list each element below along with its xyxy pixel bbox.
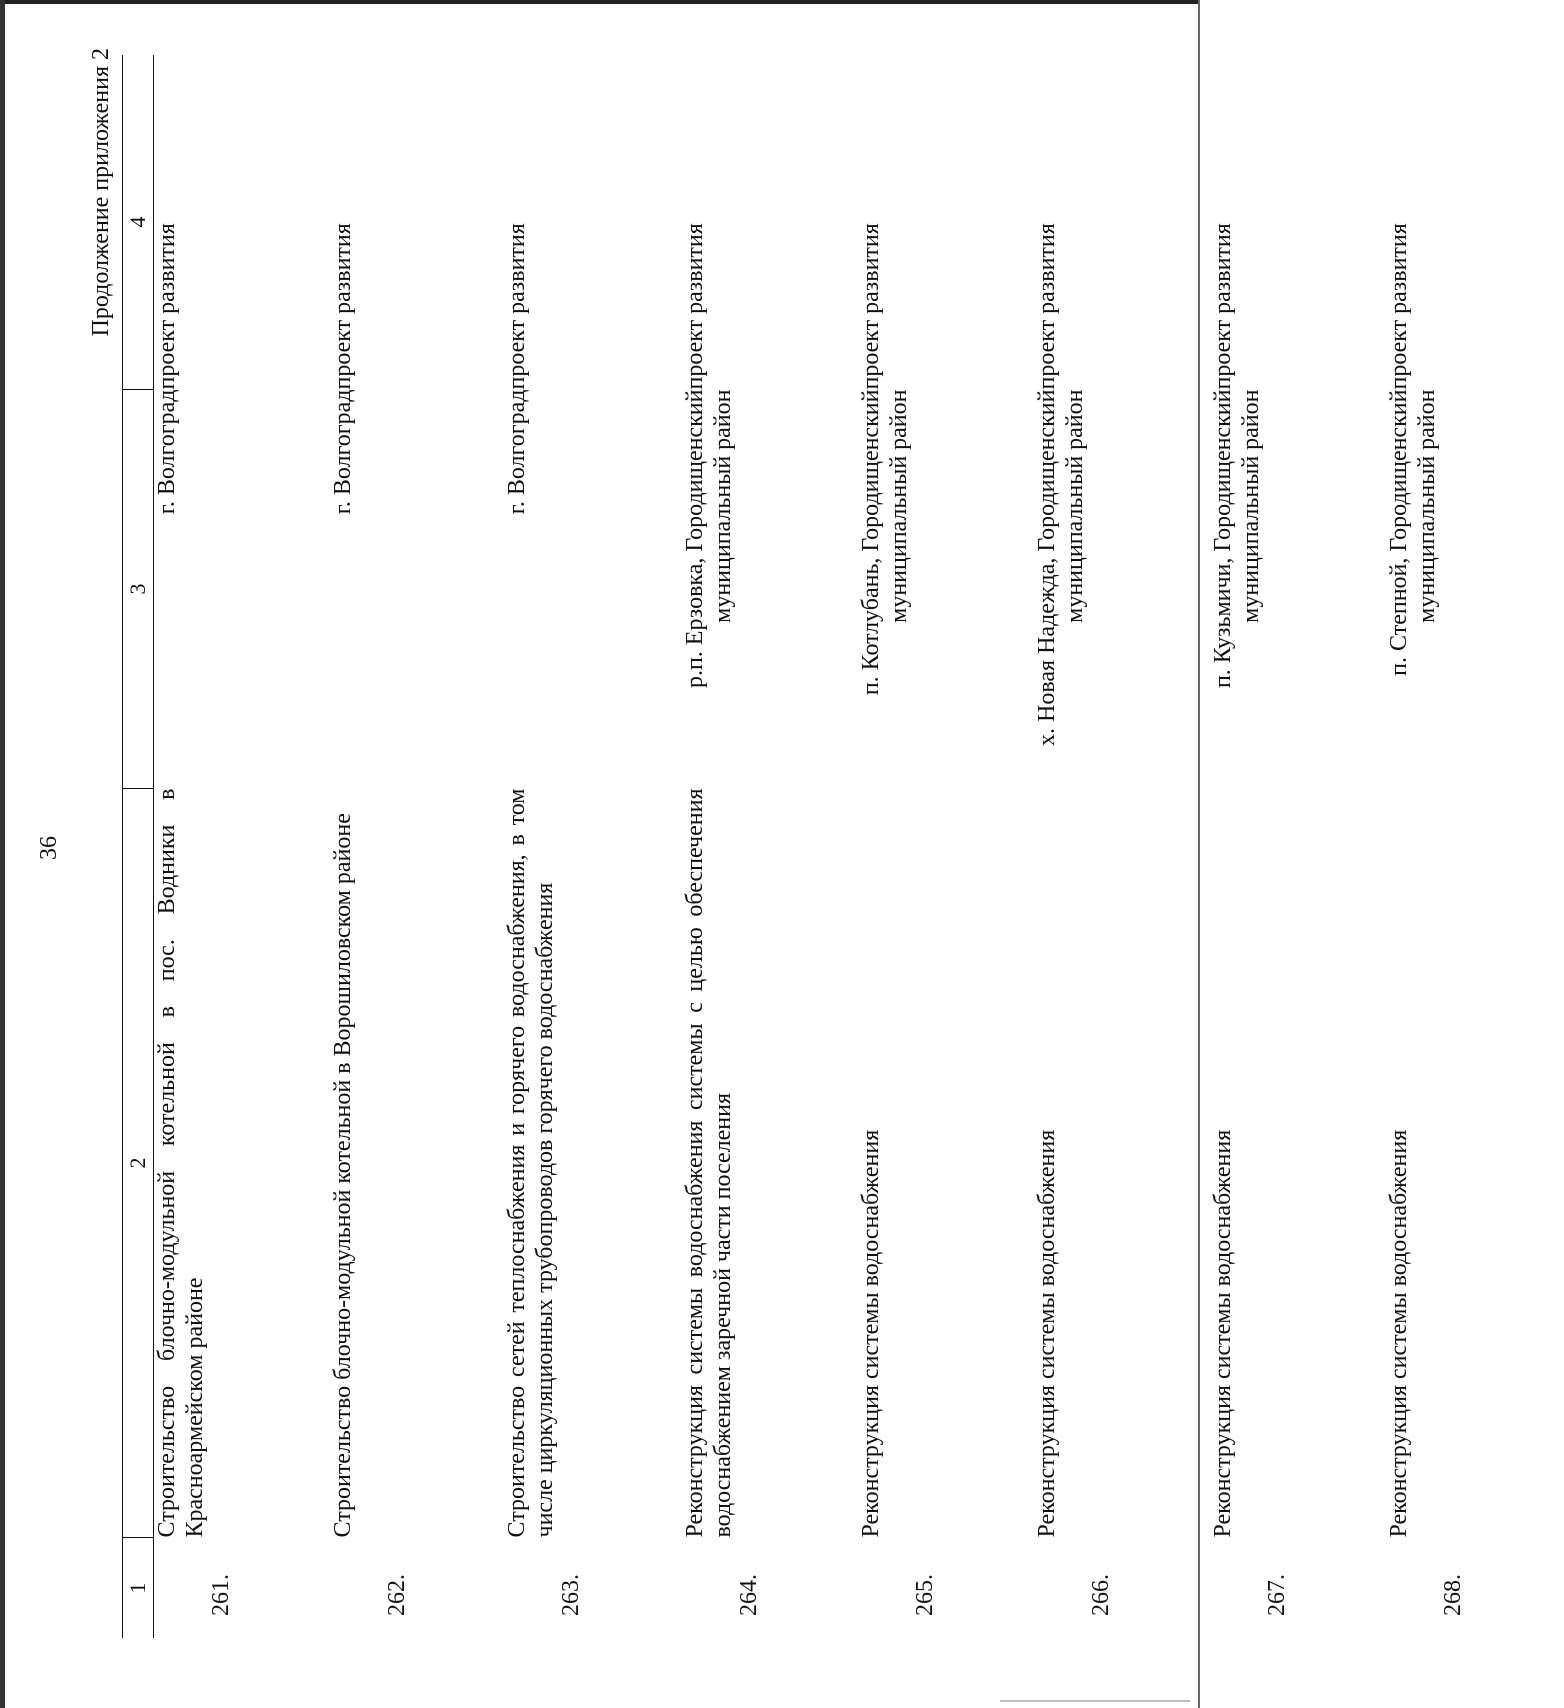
row-number: 267. <box>1264 1574 1290 1616</box>
column-header-2: 2 <box>123 789 154 1538</box>
page-number: 36 <box>36 836 62 860</box>
row-description: Реконструкция системы водоснабжения <box>858 1129 884 1538</box>
row-number: 262. <box>384 1574 410 1616</box>
row-location: п. Кузьмичи, Городищенский муниципальный район <box>1210 389 1264 689</box>
table-row <box>858 55 1034 1638</box>
row-status: проект развития <box>330 223 356 390</box>
row-location: г. Волгоград <box>154 389 180 515</box>
table-row <box>154 55 331 1638</box>
continuation-label: Продолжение приложения 2 <box>88 48 114 337</box>
row-location: х. Новая Надежда, Городищенский муниципальный район <box>1034 389 1088 746</box>
row-status: проект развития <box>504 223 530 390</box>
row-location: р.п. Ерзовка, Городищенский муниципальный район <box>682 389 736 689</box>
row-description: Реконструкция системы водоснабжения <box>1034 1129 1060 1538</box>
row-description: Строительство блочно-модульной котельной в Ворошиловском районе <box>330 813 356 1538</box>
row-status: проект развития <box>1034 223 1060 390</box>
row-location: г. Волгоград <box>330 389 356 515</box>
table-row <box>1210 55 1386 1638</box>
table-row <box>1034 55 1210 1638</box>
column-header-1: 1 <box>123 1538 154 1639</box>
row-number: 261. <box>208 1574 234 1616</box>
row-status: проект развития <box>682 223 708 390</box>
column-header-3: 3 <box>123 390 154 789</box>
row-description: Реконструкция системы водоснабжения <box>1210 1129 1236 1538</box>
table-row <box>504 55 682 1638</box>
row-status: проект развития <box>1210 223 1236 390</box>
table-row <box>330 55 504 1638</box>
row-location: г. Волгоград <box>504 389 530 515</box>
row-description: Реконструкция системы водоснабжения <box>1386 1129 1412 1538</box>
row-number: 268. <box>1440 1574 1466 1616</box>
table-row <box>1386 55 1564 1638</box>
column-header-4: 4 <box>123 55 154 390</box>
row-description: Реконструкция системы водоснабжения системы с целью обеспечения водоснабжением заречной части поселения <box>682 788 736 1538</box>
table-header-row <box>123 55 154 1638</box>
row-location: п. Котлубань, Городищенский муниципальный район <box>858 389 912 696</box>
row-status: проект развития <box>154 223 180 390</box>
row-description: Строительство сетей теплоснабжения и горячего водоснабжения, в том числе циркуляционных трубопроводов горячего водоснабжения <box>504 788 558 1538</box>
row-location: п. Степной, Городищенский муниципальный район <box>1386 389 1440 676</box>
row-number: 266. <box>1088 1574 1114 1616</box>
row-number: 265. <box>912 1574 938 1616</box>
row-status: проект развития <box>858 223 884 390</box>
row-number: 263. <box>558 1574 584 1616</box>
table-row <box>682 55 858 1638</box>
row-description: Строительство блочно-модульной котельной в пос. Водники в Красноармейском районе <box>154 788 208 1538</box>
row-status: проект развития <box>1386 223 1412 390</box>
appendix-table <box>122 55 1564 1638</box>
row-number: 264. <box>736 1574 762 1616</box>
